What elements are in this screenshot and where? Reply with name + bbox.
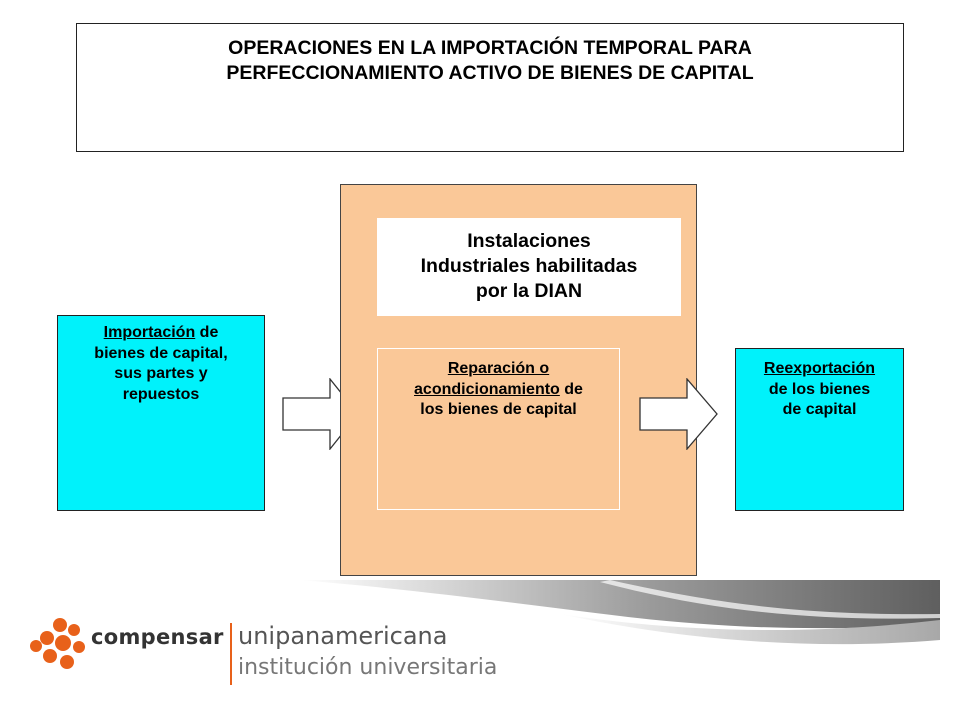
import-line-2: bienes de capital, (94, 344, 228, 362)
repair-process-box (377, 348, 620, 510)
reexport-box (735, 348, 904, 511)
process-line-3: los bienes de capital (420, 401, 577, 418)
facility-line-2: Industriales habilitadas (420, 255, 638, 277)
diagram-title-box (76, 23, 904, 152)
institution-logo (30, 613, 510, 693)
export-keyword: Reexportación (763, 360, 876, 377)
logo-dots-icon (30, 616, 88, 674)
title-line-1: OPERACIONES EN LA IMPORTACIÓN TEMPORAL PARA (228, 37, 752, 59)
process-line-1: Reparación o (447, 360, 550, 377)
import-box (57, 315, 265, 511)
facility-line-1: Instalaciones (467, 230, 591, 252)
process-line2-rest: de (559, 380, 583, 398)
brand-name: compensar (91, 625, 224, 649)
institution-name: unipanamericana (238, 622, 448, 650)
process-keyword: acondicionamiento (414, 380, 560, 398)
import-line-4: repuestos (122, 385, 200, 403)
title-line-2: PERFECCIONAMIENTO ACTIVO DE BIENES DE CAPITAL (226, 62, 754, 84)
import-keyword: Importación (103, 324, 196, 341)
export-line-2: de los bienes (768, 380, 871, 398)
import-line-3: sus partes y (114, 365, 208, 382)
arrow-right-icon (639, 378, 719, 450)
logo-divider (230, 623, 232, 685)
facility-label (377, 218, 681, 316)
institution-subtitle: institución universitaria (238, 655, 498, 680)
facility-line-3: por la DIAN (475, 280, 583, 302)
import-line1-rest: de (195, 324, 219, 341)
export-line-3: de capital (782, 401, 857, 418)
